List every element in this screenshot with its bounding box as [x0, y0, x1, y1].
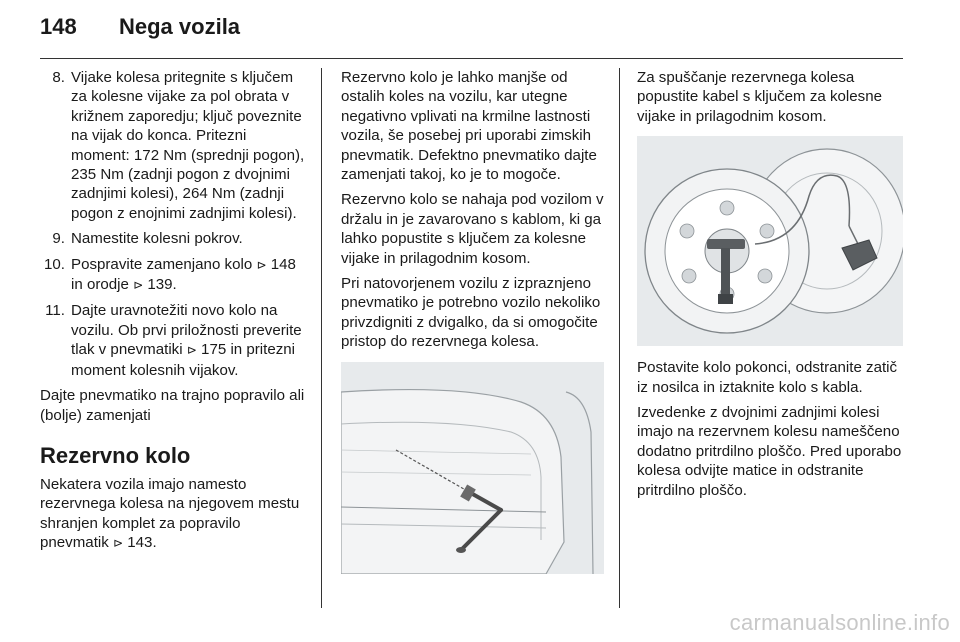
column-3 — [637, 68, 903, 506]
page-reference-link[interactable]: 175 — [201, 341, 227, 359]
page-reference-link[interactable]: 139. — [147, 276, 177, 294]
page-reference-icon: ⊳ — [256, 257, 267, 272]
step-text: Vijake kolesa pritegnite s ključem za kolesne vijake za pol obrata v križnem zaporedju; ključ poveznite na vijak do konca. Pritezni moment: 172 Nm (sprednji pogon), 235 Nm (zadnji pogon z dvojnimi zadnjimi kolesi), 264 Nm (zadnji pogon z enojnimi zadnjimi kolesi). — [71, 69, 305, 222]
step-11 — [40, 301, 308, 380]
step-text: Namestite kolesni pokrov. — [71, 230, 243, 248]
remove-pin-paragraph: Postavite kolo pokonci, odstranite zatič iz nosilca in iztaknite kolo s kabla. — [637, 359, 898, 396]
spare-location-paragraph: Rezervno kolo se nahaja pod vozilom v držalu in je zavarovano s kablom, ki ga lahko popustite s ključem za kolesne vijake in prilagodnim kosom. — [341, 191, 604, 267]
step-text: Dajte uravnotežiti novo kolo na vozilu. Ob prvi priložnosti preverite tlak v pnevmatiki — [71, 302, 302, 359]
column-1 — [40, 68, 308, 560]
page-reference-icon: ⊳ — [113, 536, 124, 551]
header-rule — [40, 58, 903, 59]
step-number: 9. — [52, 230, 65, 248]
step-8 — [40, 68, 308, 223]
dual-wheel-paragraph: Izvedenke z dvojnimi zadnjimi kolesi imajo na rezervnem kolesu nameščeno dodatno pritrdilno ploščo. Pred uporabo kolesa odvijte matice in odstranite pritrdilno ploščo. — [637, 404, 902, 499]
step-number: 8. — [52, 69, 65, 86]
step-number: 10. — [44, 255, 65, 273]
figure-wrench-under-bumper — [341, 362, 604, 574]
page-number: 148 — [40, 14, 77, 39]
intro-text: Nekatera vozila imajo namesto rezervnega kolesa na njegovem mestu shranjen komplet za popravilo pnevmatik — [40, 475, 300, 552]
step-9 — [40, 229, 308, 248]
page-reference-icon: ⊳ — [133, 278, 144, 293]
step-text: in pritezni moment kolesnih vijakov. — [71, 341, 296, 379]
step-text: in orodje — [71, 276, 129, 294]
page-reference-link[interactable]: 143. — [127, 534, 157, 552]
figure-spare-wheel-cable — [637, 136, 903, 346]
wrench-illustration — [341, 362, 604, 574]
step-10 — [40, 255, 308, 296]
repair-paragraph: Dajte pnevmatiko na trajno popravilo ali (bolje) zamenjati — [40, 387, 305, 424]
watermark: carmanualsonline.info — [729, 610, 950, 635]
steps-list — [40, 68, 308, 380]
jack-paragraph: Pri natovorjenem vozilu z izpraznjeno pnevmatiko je potrebno vozilo nekoliko privzdigniti z dvigalko, da si omogočite pristop do rezervnega kolesa. — [341, 275, 601, 351]
section-heading-spare-wheel: Rezervno kolo — [40, 442, 191, 468]
column-divider-right — [619, 68, 620, 608]
spare-size-paragraph: Rezervno kolo je lahko manjše od ostalih koles na vozilu, kar utegne negativno vplivati na krmilne lastnosti vozila, še posebej pri uporabi zimskih pnevmatik. Defektno pnevmatiko dajte zamenjati takoj, ko je to mogoče. — [341, 69, 597, 184]
page-reference-icon: ⊳ — [186, 343, 197, 358]
page-reference-link[interactable]: 148 — [270, 255, 296, 273]
column-2 — [341, 68, 604, 574]
spare-wheel-illustration — [637, 136, 903, 346]
lowering-paragraph: Za spuščanje rezervnega kolesa popustite kabel s ključem za kolesne vijake in prilagodnim kosom. — [637, 69, 882, 125]
step-number: 11. — [45, 302, 65, 320]
intro-paragraph — [40, 475, 308, 554]
column-divider-left — [321, 68, 322, 608]
step-text: Pospravite zamenjano kolo — [71, 255, 253, 273]
page-title: Nega vozila — [119, 14, 241, 39]
